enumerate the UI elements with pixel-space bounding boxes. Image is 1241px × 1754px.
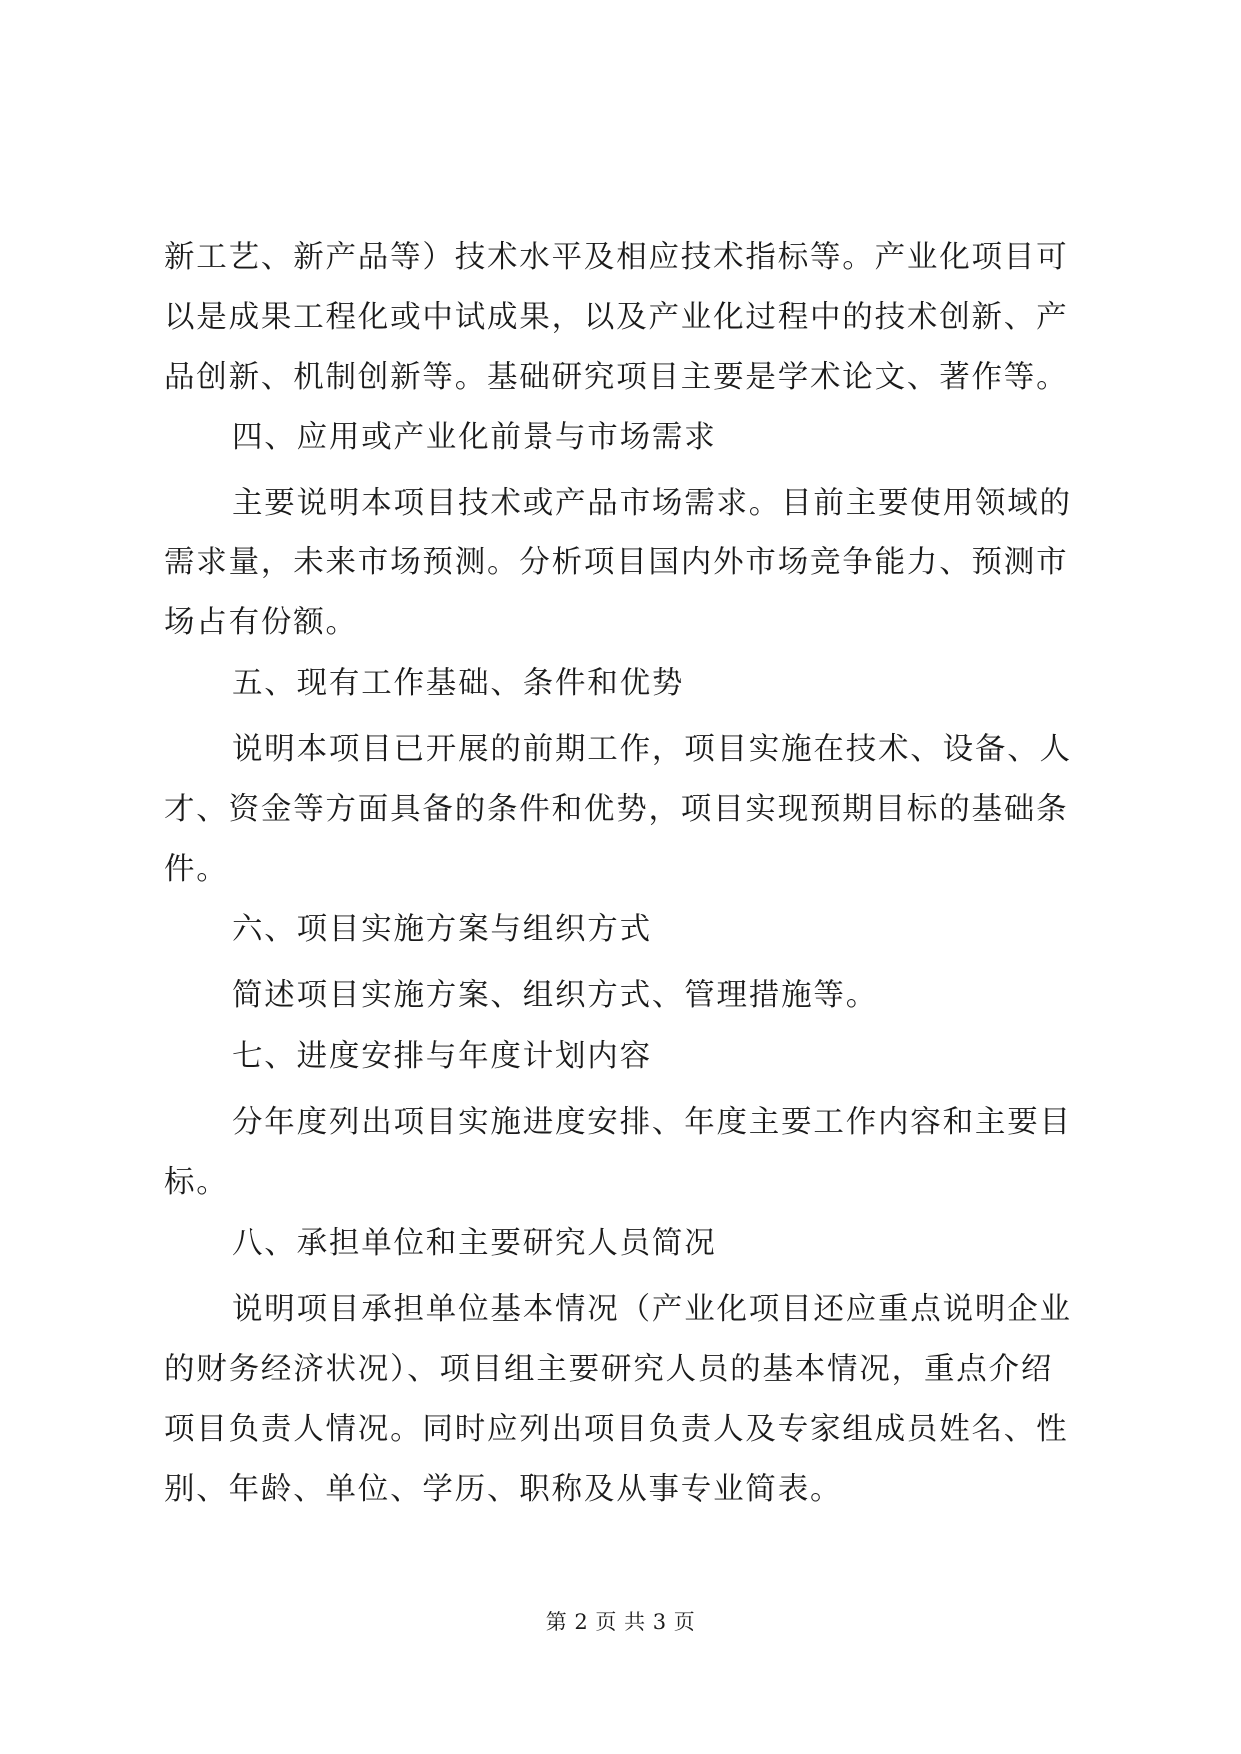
- body-line-16: 标。: [164, 1165, 229, 1200]
- body-line-10: 才、资金等方面具备的条件和优势，项目实现预期目标的基础条: [164, 792, 1069, 827]
- body-line-15: 分年度列出项目实施进度安排、年度主要工作内容和主要目: [232, 1105, 1072, 1140]
- section-heading-5: 五、现有工作基础、条件和优势: [232, 666, 685, 701]
- body-line-11: 件。: [164, 852, 229, 887]
- body-line-13: 简述项目实施方案、组织方式、管理措施等。: [232, 978, 878, 1013]
- body-line-19: 的财务经济状况）、项目组主要研究人员的基本情况，重点介绍: [164, 1352, 1054, 1387]
- section-heading-7: 七、进度安排与年度计划内容: [232, 1039, 652, 1074]
- section-heading-8: 八、承担单位和主要研究人员简况: [232, 1226, 717, 1261]
- body-line-7: 场占有份额。: [164, 605, 358, 640]
- body-line-9: 说明本项目已开展的前期工作，项目实施在技术、设备、人: [232, 732, 1072, 767]
- body-line-20: 项目负责人情况。同时应列出项目负责人及专家组成员姓名、性: [164, 1412, 1069, 1447]
- page-number-footer: 第 2 页 共 3 页: [545, 1610, 696, 1634]
- body-line-5: 主要说明本项目技术或产品市场需求。目前主要使用领域的: [232, 486, 1072, 521]
- section-heading-6: 六、项目实施方案与组织方式: [232, 912, 652, 947]
- body-line-18: 说明项目承担单位基本情况（产业化项目还应重点说明企业: [232, 1292, 1072, 1327]
- body-line-6: 需求量，未来市场预测。分析项目国内外市场竞争能力、预测市: [164, 545, 1069, 580]
- body-line-21: 别、年龄、单位、学历、职称及从事专业简表。: [164, 1472, 843, 1507]
- body-line-3: 品创新、机制创新等。基础研究项目主要是学术论文、著作等。: [164, 360, 1069, 395]
- section-heading-4: 四、应用或产业化前景与市场需求: [232, 420, 717, 455]
- body-line-2: 以是成果工程化或中试成果，以及产业化过程中的技术创新、产: [164, 300, 1069, 335]
- body-line-1: 新工艺、新产品等）技术水平及相应技术指标等。产业化项目可: [164, 240, 1069, 275]
